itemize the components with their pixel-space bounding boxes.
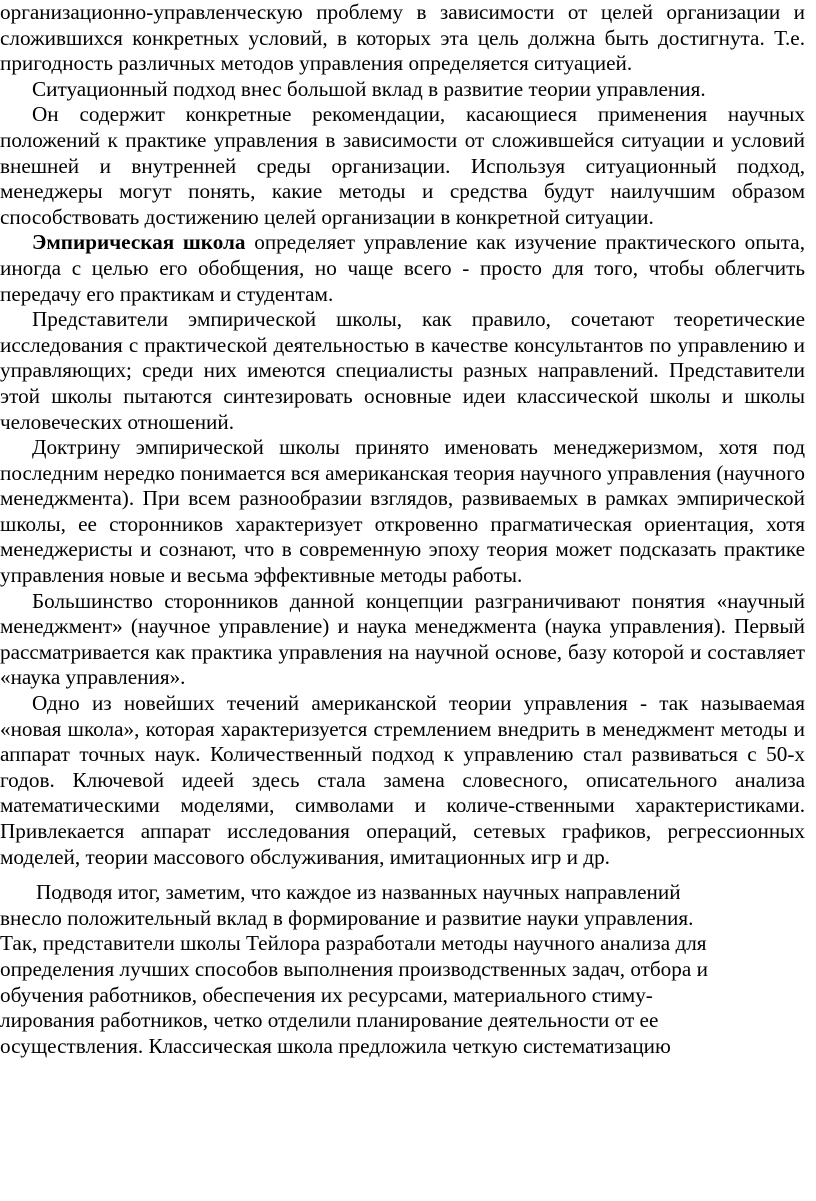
paragraph-empirical-school-text: определяет управление как изучение практического опыта, иногда с целью его обобщения, но чаще всего - просто для того, чтобы облегчить передачу его практикам и студентам. (0, 230, 806, 306)
summary-line: Так, представители школы Тейлора разработали методы научного анализа для (0, 931, 707, 956)
paragraph-summary (0, 880, 816, 1059)
paragraph-situational-intro: организационно-управленческую проблему в зависимости от целей организации и сложившихся конкретных условий, в которых эта цель должна быть достигнута. Т.е. пригодность различных методов управления определяется ситуацией. (0, 0, 805, 76)
summary-line: обучения работников, обеспечения их ресурсами, материального стиму- (0, 982, 653, 1007)
paragraph-new-school: Одно из новейших течений американской теории управления - так называемая «новая школа», которая характеризуется стремлением внедрить в менеджмент методы и аппарат точных наук. Количественный подход к управлению стал развиваться с 50-х годов. Ключевой идеей здесь стала замена словесного, описательного анализа математическими моделями, символами и количе-ственными характеристиками. Привлекается аппарат исследования операций, сетевых графиков, регрессионных моделей, теории массового обслуживания, имитационных игр и др. (0, 691, 805, 869)
paragraph-situational-recommendations: Он содержит конкретные рекомендации, касающиеся применения научных положений к практике управления в зависимости от сложившейся ситуации и условий внешней и внутренней среды организации. Используя ситуационный подход, менеджеры могут понять, какие методы и средства будут наилучшим образом способствовать достижению целей организации в конкретной ситуации. (0, 102, 805, 229)
paragraph-empirical-representatives: Представители эмпирической школы, как правило, сочетают теоретические исследования с практической деятельностью в качестве консультантов по управлению и управляющих; среди них имеются специалисты разных направлений. Представители этой школы пытаются синтезировать основные идеи классической школы и школы человеческих отношений. (0, 307, 805, 434)
paragraph-empirical-school (0, 230, 805, 307)
paragraph-situational-contribution: Ситуационный подход внес большой вклад в развитие теории управления. (32, 76, 706, 101)
paragraph-scientific-management-distinction: Большинство сторонников данной концепции разграничивают понятия «научный менеджмент» (научное управление) и наука менеджмента (наука управления). Первый рассматривается как практика управления на научной основе, базу которой и составляет «наука управления». (0, 588, 805, 690)
term-empirical-school: Эмпирическая школа (32, 230, 246, 255)
summary-line: внесло положительный вклад в формирование и развитие науки управления. (0, 905, 694, 930)
paragraph-managerism-doctrine: Доктрину эмпирической школы принято именовать менеджеризмом, хотя под последним нередко понимается вся американская теория научного управления (научного менеджмента). При всем разнообразии взглядов, развиваемых в рамках эмпирической школы, ее сторонников характеризует откровенно прагматическая ориентация, хотя менеджеристы и сознают, что в современную эпоху теория может подсказать практике управления новые и весьма эффективные методы работы. (0, 435, 805, 588)
summary-line: лирования работников, четко отделили планирование деятельности от ее (0, 1008, 659, 1033)
summary-line: осуществления. Классическая школа предложила четкую систематизацию (0, 1033, 671, 1058)
summary-line: Подводя итог, заметим, что каждое из названных научных направлений (36, 880, 681, 905)
summary-line: определения лучших способов выполнения производственных задач, отбора и (0, 956, 708, 981)
